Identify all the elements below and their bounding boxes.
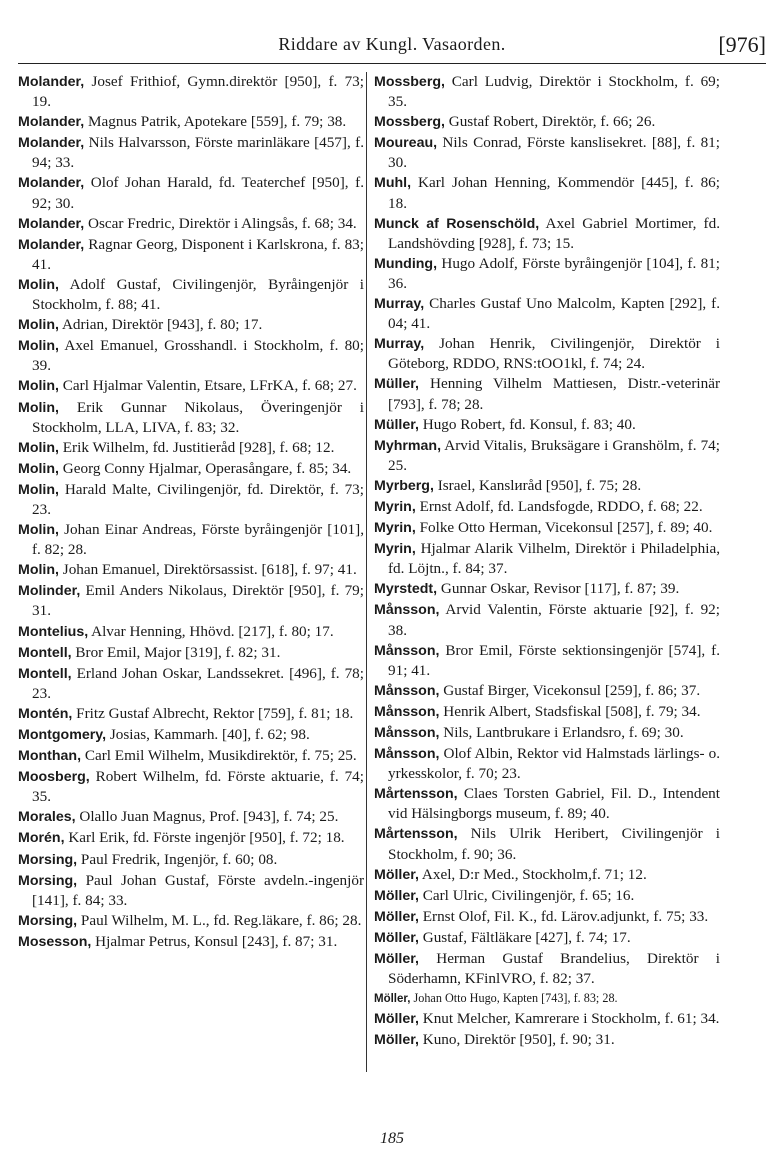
register-entry <box>18 336 364 375</box>
register-entry <box>18 214 364 234</box>
entry-details: Gunnar Oskar, Revisor [117], f. 87; 39. <box>437 580 680 598</box>
entry-surname: Molin, <box>18 276 59 293</box>
entry-surname: Müller, <box>374 416 419 433</box>
left-column <box>18 72 364 953</box>
entry-details: Erland Johan Oskar, Landssekret. [496], f. 78; 23. <box>32 664 364 702</box>
entry-details: Georg Conny Hjalmar, Operasångare, f. 85; 34. <box>58 459 352 477</box>
entry-details: Erik Wilhelm, fd. Justitieråd [928], f. 68; 12. <box>58 438 335 456</box>
register-entry <box>374 865 720 885</box>
entry-details: Arvid Vitalis, Bruksägare i Granshölm, f. 74; 25. <box>388 436 720 474</box>
entry-surname: Moureau, <box>374 135 438 152</box>
register-entry <box>374 173 720 212</box>
register-entry <box>374 415 720 435</box>
entry-details: Erik Gunnar Nikolaus, Överingenjör i Stockholm, LLA, LIVA, f. 83; 32. <box>32 398 364 436</box>
register-entry <box>18 275 364 314</box>
register-entry <box>374 928 720 948</box>
register-entry <box>374 476 720 496</box>
entry-details: Olof Albin, Rektor vid Halmstads lärlings- o. yrkesskolor, f. 70; 23. <box>388 745 720 783</box>
entry-surname: Månsson, <box>374 682 440 699</box>
register-entry <box>18 173 364 212</box>
entry-surname: Mårtensson, <box>374 786 458 803</box>
register-entry <box>374 214 720 253</box>
register-entry <box>18 807 364 827</box>
register-entry <box>18 725 364 745</box>
entry-surname: Molander, <box>18 175 85 192</box>
right-column <box>374 72 720 1051</box>
entry-details: Adolf Gustaf, Civilingenjör, Byråingenjör i Stockholm, f. 88; 41. <box>32 275 364 314</box>
register-entry <box>18 133 364 172</box>
entry-surname: Montell, <box>18 644 72 661</box>
entry-surname: Molinder, <box>18 583 81 600</box>
entry-surname: Morsing, <box>18 912 78 929</box>
entry-details: Hugo Adolf, Förste byråingenjör [104], f. 81; 36. <box>388 254 720 292</box>
register-entry <box>18 643 364 663</box>
page-number: [976] <box>718 32 766 57</box>
entry-details: Bror Emil, Major [319], f. 82; 31. <box>71 643 281 661</box>
register-entry <box>374 133 720 172</box>
entry-surname: Muhl, <box>374 175 412 192</box>
register-entry <box>374 518 720 538</box>
entry-surname: Månsson, <box>374 703 440 720</box>
entry-surname: Molin, <box>18 317 59 334</box>
entry-surname: Morsing, <box>18 872 78 889</box>
entry-details: Gustaf Robert, Direktör, f. 66; 26. <box>444 113 656 131</box>
entry-details: Hjalmar Petrus, Konsul [243], f. 87; 31. <box>91 932 338 950</box>
entry-surname: Månsson, <box>374 746 440 763</box>
entry-surname: Molin, <box>18 481 59 498</box>
entry-surname: Mossberg, <box>374 114 445 131</box>
register-entry <box>18 622 364 642</box>
entry-details: Kuno, Direktör [950], f. 90; 31. <box>418 1031 615 1049</box>
column-divider <box>366 72 367 1072</box>
entry-details: Oscar Fredric, Direktör i Alingsås, f. 68; 34. <box>84 214 357 232</box>
entry-surname: Möller, <box>374 887 419 904</box>
register-entry <box>374 600 720 639</box>
entry-surname: Murray, <box>374 336 425 353</box>
entry-surname: Montén, <box>18 705 73 722</box>
entry-surname: Molin, <box>18 562 59 579</box>
entry-details: Arvid Valentin, Förste aktuarie [92], f. 92; 38. <box>388 601 720 639</box>
entry-surname: Månsson, <box>374 602 440 619</box>
entry-surname: Montelius, <box>18 623 89 640</box>
register-entry <box>374 254 720 293</box>
entry-surname: Morén, <box>18 830 65 847</box>
entry-surname: Murray, <box>374 296 425 313</box>
register-entry <box>374 72 720 111</box>
entry-surname: Molin, <box>18 460 59 477</box>
entry-surname: Molander, <box>18 74 85 90</box>
entry-details: Magnus Patrik, Apotekare [559], f. 79; 38. <box>84 113 347 131</box>
register-entry <box>374 436 720 475</box>
folio-number: 185 <box>380 1130 404 1147</box>
register-entry <box>374 989 720 1008</box>
entry-surname: Mårtensson, <box>374 826 458 843</box>
entry-surname: Moosberg, <box>18 769 90 786</box>
entry-details: Israel, Kanslиråd [950], f. 75; 28. <box>433 476 642 494</box>
entry-surname: Myrin, <box>374 541 416 558</box>
entry-surname: Monthan, <box>18 748 82 765</box>
register-entry <box>374 681 720 701</box>
entry-surname: Möller, <box>374 951 419 968</box>
register-entry <box>374 374 720 413</box>
entry-details: Carl Hjalmar Valentin, Etsare, LFrKA, f. 68; 27. <box>58 377 357 395</box>
register-entry <box>18 664 364 703</box>
entry-surname: Munding, <box>374 255 438 272</box>
entry-surname: Myhrman, <box>374 437 442 454</box>
register-entry <box>18 520 364 559</box>
entry-details: Johan Emanuel, Direktörsassist. [618], f. 97; 41. <box>58 561 357 579</box>
entry-details: Hugo Robert, fd. Konsul, f. 83; 40. <box>418 415 636 433</box>
register-entry <box>18 871 364 910</box>
register-entry <box>18 376 364 396</box>
entry-details: Nils, Lantbrukare i Erlandsro, f. 69; 30. <box>439 724 684 741</box>
register-entry <box>18 828 364 848</box>
entry-surname: Molin, <box>18 522 59 539</box>
entry-surname: Morsing, <box>18 851 78 868</box>
register-entry <box>18 315 364 335</box>
entry-details: Herman Gustaf Brandelius, Direktör i Söderhamn, KFinlVRO, f. 82; 37. <box>388 950 720 988</box>
entry-details: Nils Halvarsson, Förste marinläkare [457], f. 94; 33. <box>32 134 364 172</box>
entry-surname: Molin, <box>18 338 59 355</box>
entry-details: Gustaf, Fältläkare [427], f. 74; 17. <box>418 928 631 946</box>
entry-surname: Myrstedt, <box>374 581 438 598</box>
entry-details: Johan Otto Hugo, Kapten [743], f. 83; 28. <box>410 991 618 1006</box>
entry-details: Paul Wilhelm, M. L., fd. Reg.läkare, f. 86; 28. <box>77 911 362 929</box>
entry-details: Hjalmar Alarik Vilhelm, Direktör i Philadelphia, fd. Löjtn., f. 84; 37. <box>388 540 720 578</box>
entry-surname: Montgomery, <box>18 727 107 743</box>
register-entry <box>374 1030 720 1050</box>
entry-surname: Molander, <box>18 135 85 152</box>
entry-details: Nils Ulrik Heribert, Civilingenjör i Stockholm, f. 90; 36. <box>388 825 720 863</box>
entry-details: Karl Erik, fd. Förste ingenjör [950], f. 72; 18. <box>64 829 345 847</box>
entry-details: Henrik Albert, Stadsfiskal [508], f. 79; 34. <box>439 702 701 720</box>
entry-surname: Molin, <box>18 439 59 456</box>
entry-details: Carl Ulric, Civilingenjör, f. 65; 16. <box>418 886 635 904</box>
entry-details: Folke Otto Herman, Vicekonsul [257], f. 89; 40. <box>415 519 713 537</box>
entry-details: Ernst Olof, Fil. K., fd. Lärov.adjunkt, f. 75; 33. <box>418 907 709 925</box>
entry-details: Nils Conrad, Förste kanslisekret. [88], f. 81; 30. <box>388 134 720 172</box>
register-entry <box>18 112 364 132</box>
entry-details: Bror Emil, Förste sektionsingenjör [574], f. 91; 41. <box>388 641 720 679</box>
register-entry <box>374 334 720 373</box>
entry-surname: Månsson, <box>374 725 440 741</box>
entry-details: Robert Wilhelm, fd. Förste aktuarie, f. 74; 35. <box>32 768 364 806</box>
register-entry <box>374 886 720 906</box>
entry-details: Olallo Juan Magnus, Prof. [943], f. 74; 25. <box>75 808 339 826</box>
page-header <box>0 32 784 60</box>
register-entry <box>18 581 364 620</box>
register-entry <box>374 641 720 680</box>
entry-details: Johan Henrik, Civilingenjör, Direktör i Göteborg, RDDO, RNS:tOO1kl, f. 74; 24. <box>388 335 720 373</box>
entry-surname: Möller, <box>374 993 411 1006</box>
entry-details: Harald Malte, Civilingenjör, fd. Direktör, f. 73; 23. <box>32 480 364 518</box>
register-entry <box>374 907 720 927</box>
register-entry <box>18 459 364 479</box>
register-entry <box>374 723 720 743</box>
register-entry <box>374 579 720 599</box>
entry-details: Axel Emanuel, Grosshandl. i Stockholm, f. 80; 39. <box>32 337 364 375</box>
register-entry <box>18 850 364 870</box>
register-entry <box>374 702 720 722</box>
register-entry <box>18 398 364 437</box>
register-entry <box>374 112 720 132</box>
register-entry <box>374 784 720 823</box>
register-entry <box>18 438 364 458</box>
entry-details: Carl Ludvig, Direktör i Stockholm, f. 69; 35. <box>388 73 720 111</box>
entry-details: Emil Anders Nikolaus, Direktör [950], f. 79; 31. <box>32 582 364 620</box>
running-title: Riddare av Kungl. Vasaorden. <box>278 34 506 54</box>
entry-details: Ernst Adolf, fd. Landsfogde, RDDO, f. 68; 22. <box>415 497 703 515</box>
entry-details: Henning Vilhelm Mattiesen, Distr.-veterinär [793], f. 78; 28. <box>388 375 720 413</box>
entry-surname: Molander, <box>18 215 85 232</box>
entry-surname: Möller, <box>374 929 419 946</box>
register-entry <box>18 704 364 724</box>
entry-surname: Morales, <box>18 809 76 826</box>
register-entry <box>18 767 364 806</box>
entry-surname: Mosesson, <box>18 933 92 950</box>
entry-surname: Molander, <box>18 114 85 131</box>
entry-details: Gustaf Birger, Vicekonsul [259], f. 86; 37. <box>439 681 701 699</box>
register-entry <box>18 746 364 766</box>
entry-details: Karl Johan Henning, Kommendör [445], f. 86; 18. <box>388 174 720 212</box>
entry-surname: Mossberg, <box>374 74 445 90</box>
entry-details: Paul Johan Gustaf, Förste avdeln.-ingenjör [141], f. 84; 33. <box>32 871 364 909</box>
entry-details: Fritz Gustaf Albrecht, Rektor [759], f. 81; 18. <box>72 704 354 722</box>
entry-details: Claes Torsten Gabriel, Fil. D., Intendent vid Hälsingborgs museum, f. 89; 40. <box>388 785 720 823</box>
register-entry <box>374 744 720 783</box>
entry-details: Axel Gabriel Mortimer, fd. Landshövding [928], f. 73; 15. <box>388 214 720 252</box>
entry-surname: Müller, <box>374 376 419 393</box>
entry-details: Knut Melcher, Kamrerare i Stockholm, f. 61; 34. <box>418 1010 720 1028</box>
entry-details: Josias, Kammarh. [40], f. 62; 98. <box>106 726 310 743</box>
entry-surname: Molin, <box>18 399 59 416</box>
register-entry <box>374 539 720 578</box>
entry-details: Alvar Henning, Hhövd. [217], f. 80; 17. <box>88 622 334 640</box>
register-entry <box>18 911 364 931</box>
register-entry <box>18 480 364 519</box>
register-entry <box>18 235 364 274</box>
entry-surname: Montell, <box>18 665 72 682</box>
entry-surname: Molin, <box>18 378 59 395</box>
entry-surname: Myrberg, <box>374 477 434 494</box>
entry-details: Adrian, Direktör [943], f. 80; 17. <box>58 316 263 334</box>
entry-columns <box>18 72 766 1072</box>
entry-details: Olof Johan Harald, fd. Teaterchef [950], f. 92; 30. <box>32 174 364 212</box>
register-entry <box>18 560 364 580</box>
register-entry <box>374 949 720 988</box>
entry-details: Axel, D:r Med., Stockholm,f. 71; 12. <box>418 865 647 883</box>
entry-surname: Möller, <box>374 908 419 925</box>
entry-surname: Molander, <box>18 236 85 253</box>
header-rule <box>18 63 766 64</box>
entry-details: Paul Fredrik, Ingenjör, f. 60; 08. <box>77 850 278 868</box>
entry-details: Josef Frithiof, Gymn.direktör [950], f. 73; 19. <box>32 73 364 111</box>
register-entry <box>374 497 720 517</box>
entry-surname: Möller, <box>374 1011 419 1028</box>
entry-surname: Möller, <box>374 866 419 883</box>
entry-details: Carl Emil Wilhelm, Musikdirektör, f. 75; 25. <box>81 747 357 765</box>
entry-details: Ragnar Georg, Disponent i Karlskrona, f. 83; 41. <box>32 235 364 273</box>
register-entry <box>18 932 364 952</box>
register-entry <box>374 824 720 863</box>
entry-details: Johan Einar Andreas, Förste byråingenjör [101], f. 82; 28. <box>32 521 364 559</box>
entry-surname: Möller, <box>374 1032 419 1049</box>
register-entry <box>374 1009 720 1029</box>
entry-surname: Månsson, <box>374 642 440 659</box>
entry-surname: Munck af Rosenschöld, <box>374 215 540 232</box>
register-entry <box>374 294 720 333</box>
register-entry <box>18 72 364 111</box>
entry-details: Charles Gustaf Uno Malcolm, Kapten [292], f. 04; 41. <box>388 295 720 333</box>
entry-surname: Myrin, <box>374 520 416 537</box>
entry-surname: Myrin, <box>374 498 416 515</box>
